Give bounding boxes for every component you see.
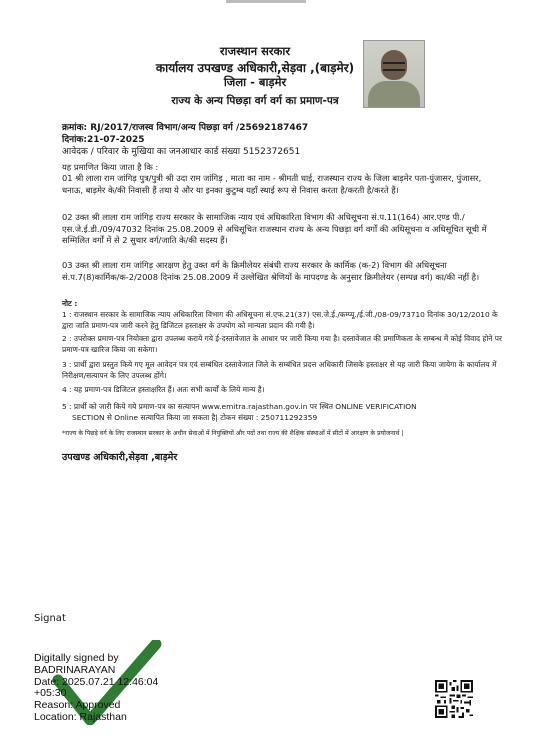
serial-number: क्रमांक: RJ/2017/राजस्व विभाग/अन्य पिछड़ा वर्ग /25692187467: [62, 123, 309, 133]
govt-name: राजस्थान सरकार: [219, 44, 291, 58]
note-1: 1 : राजस्थान सरकार के सामाजिक न्याय अधिकारिता विभाग की अधिसूचना सं.एफ.21(37) एस.जे.ई./कम्प्यू./ई.जी./08-09/73710 दिनांक 30/12/2010 के द्वारा जाति प्रमाण-पत्र जारी करने हेतु डिजिटल हस्ताक्षर के उपयोग को मान्यता प्रदान की गयी है।: [62, 310, 498, 330]
note-5-line1: 5 : प्रार्थी को जारी किये गये प्रमाण-पत्र का सत्यापन www.emitra.rajasthan.gov.in पर स्थित ONLINE VERIFICATION: [62, 402, 417, 411]
signatory-designation: उपखण्ड अधिकारी,सेड़वा ,बाड़मेर: [62, 452, 178, 463]
note-5-line2: SECTION से Online सत्यापित किया जा सकता है| टोकन संख्या : 250711292359: [72, 413, 318, 422]
note-3: 3 : प्रार्थी द्वारा प्रस्तुत किये गए मूल आवेदन पत्र एवं सम्बंधित दस्तावेजात जिले के सम्बंधित प्रदत्त अधिकारी जिसके हस्ताक्षर से यह जारी किया जायेगा के कार्यालय में निरीक्षण/सत्यापन के लिए उपलब्ध होंगे।: [62, 360, 497, 380]
dsig-line-1: Digitally signed by: [34, 652, 119, 664]
district-name: जिला - बाड़मेर: [223, 75, 287, 89]
reservation-footnote: *राज्य के पिछड़े वर्ग के लिए राजस्थान सरकार के अधीन सेवाओं में नियुक्तियों और पदों तथा राज्य की शैक्षिक संस्थाओं में सीटों में आरक्षण के प्रयोजनार्थ |: [62, 430, 404, 437]
applicant-photo: [363, 40, 425, 108]
verification-qr-code: [435, 680, 473, 718]
certificate-title: राज्य के अन्य पिछड़ा वर्ग वर्ग का प्रमाण-पत्र: [171, 95, 339, 107]
dsig-reason: Reason: Approved: [34, 699, 121, 712]
digital-signature-block: [34, 653, 158, 724]
notes-heading: नोट :: [62, 299, 78, 308]
note-2: 2 : उपरोक्त प्रमाण-पत्र नियोक्ता द्वारा उपलब्ध कराये गये ई-दस्तावेजात के आधार पर जारी किया गया है। दस्तावेजात की प्रमाणिकता के सम्बन्ध में कोई विवाद होने पर प्रमाण-पत्र खारिज किया जा सकेगा।: [62, 334, 502, 354]
paragraph-02: 02 उक्त श्री लाला राम जांगिड़ राज्य सरकार के सामाजिक न्याय एवं अधिकारिता विभाग की अधिसूचना सं.प.11(164) आर.एण्ड पी./एस.जे.ई.डी./09/47032 दिनांक 25.08.2009 से अधिसूचित राजस्थान राज्य के अन्य पिछड़ा वर्ग वर्गों की अधिसूचना व अधिसूचित सूची में सम्मिलित वर्गों में से 2 सुथार वर्ग/जाति के/की सदस्य हैं।: [62, 212, 487, 246]
dsig-timezone: +05:30: [34, 687, 67, 700]
issue-date: दिनांक:21-07-2025: [62, 135, 145, 145]
top-cut-mark: [226, 0, 306, 3]
paragraph-01: 01 श्री लाला राम जांगिड़ पुत्र/पुत्री श्री उदा राम जांगिड़ , माता का नाम - श्रीमती धाई, राजस्थान राज्य के जिला बाड़मेर पता-पुंजासर, पुंजासर, धनाऊ, बाड़मेर के/की निवासी हैं तथा ये और या इनका कुटुम्ब यहाँ स्थाई रूप से निवास करता है/करती है/करते हैं।: [62, 173, 482, 195]
note-4: 4 : यह प्रमाण-पत्र डिजिटल हस्ताक्षरित हैं। अतः सभी कार्यों के लिये मान्य है।: [62, 385, 265, 394]
dsig-signer: BADRINARAYAN: [34, 663, 116, 676]
office-name: कार्यालय उपखण्ड अधिकारी,सेड़वा ,(बाड़मेर): [155, 61, 355, 75]
intro-line: यह प्रमाणित किया जाता है कि :: [62, 162, 159, 172]
janaadhar-number: आवेदक / परिवार के मुखिया का जनआधार कार्ड संख्या 5152372651: [62, 147, 301, 157]
dsig-location: Location: Rajasthan: [34, 710, 127, 723]
paragraph-03: 03 उक्त श्री लाला राम जांगिड़ आरक्षण हेतु उक्त वर्ग के क्रिमीलेयर संबंधी राज्य सरकार के कार्मिक (क-2) विभाग की अधिसूचना सं.प.7(8)कार्मिक/क-2/2008 दिनांक 25.08.2009 में उल्लेखित श्रेणियों के मापदण्ड के अनुसार क्रिमीलेयर (सम्पन्न वर्ग) का/की नहीं है।: [62, 260, 480, 282]
dsig-date: Date: 2025.07.21 12:46:04: [34, 675, 159, 688]
signature-label: Signat: [34, 613, 66, 624]
